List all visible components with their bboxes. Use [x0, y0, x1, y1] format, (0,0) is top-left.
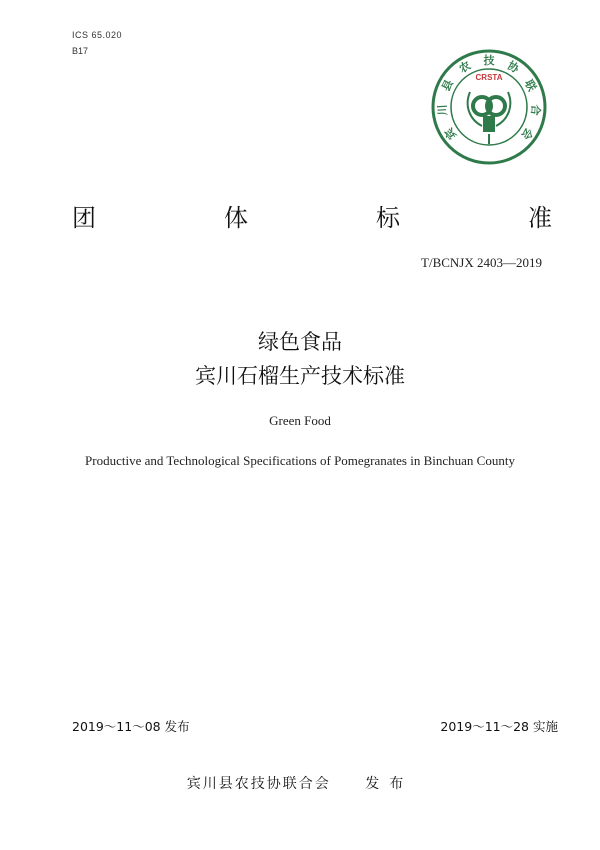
seal-emblem-icon — [468, 92, 511, 144]
seal-ring-char: 协 — [505, 58, 522, 76]
seal-ring-char: 会 — [518, 125, 536, 142]
ics-code: ICS 65.020 — [72, 30, 123, 40]
category-char-2: 体 — [224, 204, 248, 232]
standard-number: T/BCNJX 2403—2019 — [421, 255, 542, 270]
document-category — [72, 198, 552, 233]
organization-seal — [430, 48, 548, 166]
category-char-1: 团 — [72, 204, 96, 232]
implement-date: 2019～11～28 实施 — [440, 719, 558, 734]
english-title-1: Green Food — [269, 413, 331, 428]
ccs-code: B17 — [72, 46, 89, 56]
seal-ring-char: 联 — [521, 77, 539, 94]
seal-ring-char: 农 — [456, 58, 473, 76]
issuer-organization: 宾川县农技协联合会 — [186, 776, 331, 792]
seal-ring-char: 县 — [439, 77, 457, 94]
seal-ring-char: 宾 — [442, 125, 460, 142]
seal-acronym: CRSTA — [475, 73, 503, 82]
seal-ring-char: 合 — [528, 104, 543, 116]
english-title-2: Productive and Technological Specifications of Pomegranates in Binchuan County — [85, 453, 515, 468]
issue-label: 发布 — [365, 776, 414, 792]
title-line-2: 宾川石榴生产技术标准 — [195, 364, 405, 388]
category-char-3: 标 — [376, 204, 400, 232]
category-char-4: 准 — [528, 204, 552, 232]
seal-ring-char: 川 — [435, 104, 450, 116]
seal-ring-char: 技 — [483, 54, 495, 67]
publish-date: 2019～11～08 发布 — [72, 719, 190, 734]
title-line-1: 绿色食品 — [258, 330, 342, 354]
issuer-line — [0, 773, 600, 793]
